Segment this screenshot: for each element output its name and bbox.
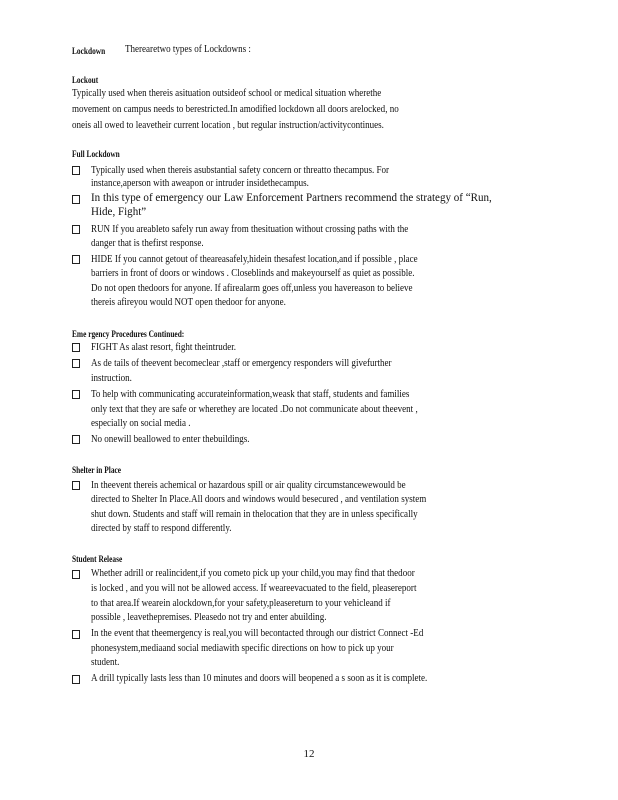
lockout-heading: Lockout: [72, 75, 99, 85]
lockdown-intro-text: Therearetwo types of Lockdowns :: [125, 44, 251, 55]
full-lockdown-bullet-line: RUN If you areableto safely run away from thesituation without crossing paths with the: [91, 224, 409, 235]
full-lockdown-bullet-line: Hide, Fight”: [91, 206, 147, 218]
full-lockdown-bullet-line: Do not open thedoors for anyone. If afirealarm goes off,unless you havereason to believe: [91, 283, 413, 294]
emergency-bullet-line: As de tails of theevent becomeclear ,staff or emergency responders will givefurther: [91, 358, 392, 369]
shelter-bullet-line: shut down. Students and staff will remain in thelocation that they are in unless specifically: [91, 509, 418, 520]
full-lockdown-bullet-line: danger that is thefirst response.: [91, 238, 204, 249]
bullet-box-icon: [72, 630, 80, 639]
full-lockdown-bullet-line: HIDE If you cannot getout of theareasafely,hidein thesafest location,and if possible , place: [91, 254, 418, 265]
release-bullet-line: is locked , and you will not be allowed access. If weareevacuated to the field, pleasereport: [91, 583, 417, 594]
release-bullet-line: In the event that theemergency is real,you will becontacted through our district Connect -Ed: [91, 628, 424, 639]
emergency-continued-heading: Eme rgency Procedures Continued:: [72, 329, 185, 339]
full-lockdown-bullet-line: Typically used when thereis asubstantial safety concern or threatto thecampus. For: [91, 165, 390, 176]
release-bullet-line: Whether adrill or realincident,if you cometo pick up your child,you may find that thedoor: [91, 568, 415, 579]
bullet-box-icon: [72, 435, 80, 444]
release-bullet-line: A drill typically lasts less than 10 minutes and doors will beopened a s soon as it is complete.: [91, 673, 428, 684]
emergency-bullet-line: instruction.: [91, 373, 132, 384]
release-bullet-line: phonesystem,mediaand social mediawith specific directions on how to pick up your: [91, 643, 394, 654]
bullet-box-icon: [72, 675, 80, 684]
full-lockdown-bullet-line: barriers in front of doors or windows . Closeblinds and makeyourself as quiet as possible.: [91, 268, 415, 279]
shelter-bullet-line: directed to Shelter In Place.All doors and windows would besecured , and ventilation system: [91, 494, 427, 505]
lockout-line: oneis all owed to leavetheir current location , but regular instruction/activitycontinues.: [72, 120, 384, 131]
emergency-bullet-line: only text that they are safe or wherethey are located .Do not communicate about theevent ,: [91, 404, 418, 415]
bullet-box-icon: [72, 195, 80, 204]
release-bullet-line: student.: [91, 657, 120, 668]
bullet-box-icon: [72, 570, 80, 579]
page-number: 12: [303, 748, 315, 760]
bullet-box-icon: [72, 481, 80, 490]
bullet-box-icon: [72, 359, 80, 368]
shelter-bullet-line: In theevent thereis achemical or hazardous spill or air quality circumstancewewould be: [91, 480, 406, 491]
bullet-box-icon: [72, 166, 80, 175]
lockdown-label: Lockdown: [72, 46, 106, 56]
bullet-box-icon: [72, 390, 80, 399]
full-lockdown-bullet-line: thereis afireyou would NOT open thedoor for anyone.: [91, 297, 286, 308]
student-release-heading: Student Release: [72, 554, 123, 564]
full-lockdown-bullet-line: In this type of emergency our Law Enforcement Partners recommend the strategy of “Run,: [91, 192, 492, 204]
bullet-box-icon: [72, 225, 80, 234]
lockout-line: movement on campus needs to berestricted.In amodified lockdown all doors arelocked, no: [72, 104, 399, 115]
full-lockdown-bullet-line: instance,aperson with aweapon or intruder insidethecampus.: [91, 178, 309, 189]
full-lockdown-heading: Full Lockdown: [72, 149, 120, 159]
shelter-heading: Shelter in Place: [72, 465, 122, 475]
bullet-box-icon: [72, 255, 80, 264]
emergency-bullet-line: FIGHT As alast resort, fight theintruder.: [91, 342, 237, 353]
bullet-box-icon: [72, 343, 80, 352]
emergency-bullet-line: especially on social media .: [91, 418, 191, 429]
lockout-line: Typically used when thereis asituation outsideof school or medical situation wherethe: [72, 88, 382, 99]
emergency-bullet-line: To help with communicating accurateinformation,weask that staff, students and families: [91, 389, 410, 400]
emergency-bullet-line: No onewill beallowed to enter thebuildings.: [91, 434, 250, 445]
release-bullet-line: to that area.If wearein alockdown,for your safety,pleasereturn to your vehicleand if: [91, 598, 391, 609]
shelter-bullet-line: directed by staff to respond differently.: [91, 523, 232, 534]
release-bullet-line: possible , leavethepremises. Pleasedo not try and enter abuilding.: [91, 612, 327, 623]
